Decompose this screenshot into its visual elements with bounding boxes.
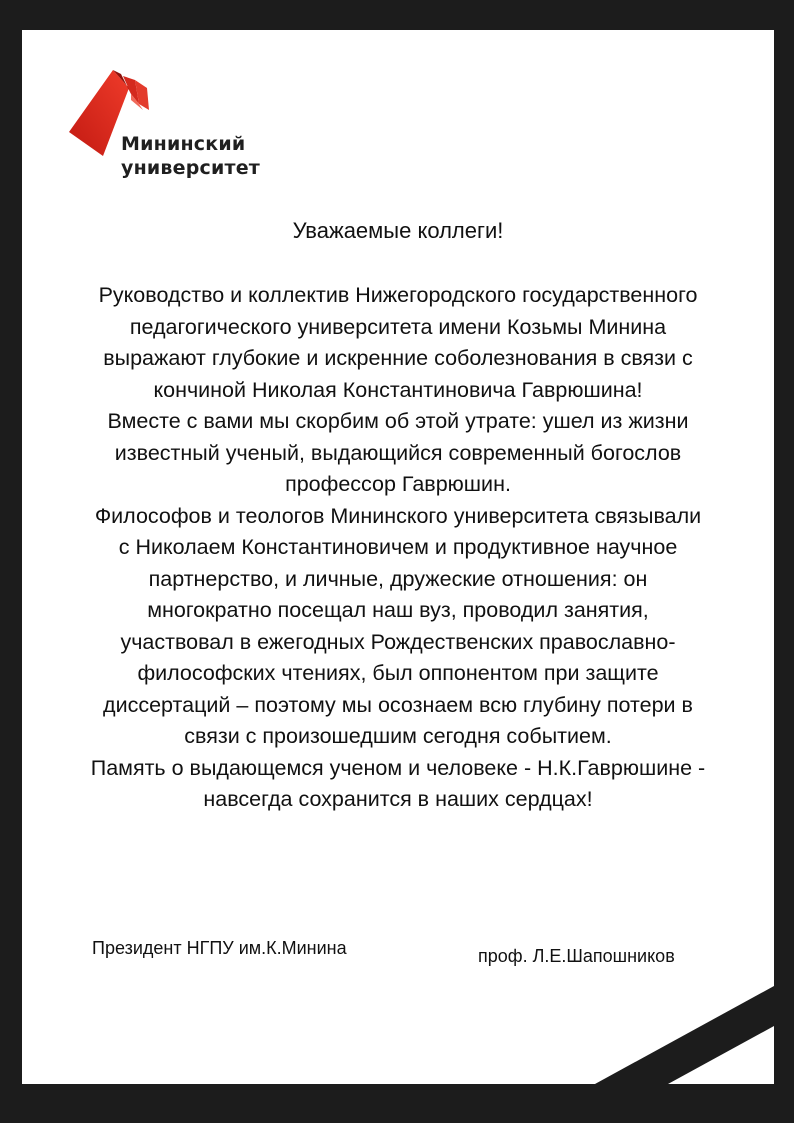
letter-body <box>36 280 760 816</box>
body-line: Философов и теологов Мининского университета связывали <box>94 503 702 528</box>
logo-line-1: Мининский <box>121 133 246 155</box>
body-line: кончиной Николая Константиновича Гаврюшина! <box>153 377 643 402</box>
signature-position: Президент НГПУ им.К.Минина <box>92 938 347 958</box>
letter-page <box>22 30 774 1084</box>
body-line: выражают глубокие и искренние соболезнования в связи с <box>103 346 693 370</box>
university-logo <box>69 70 279 190</box>
body-line: партнерство, и личные, дружеские отношения: он <box>148 566 648 591</box>
body-line: профессор Гаврюшин. <box>285 472 511 496</box>
body-line: с Николаем Константиновичем и продуктивное научное <box>118 535 678 559</box>
body-line: навсегда сохранится в наших сердцах! <box>203 787 593 811</box>
body-line: философских чтениях, был оппонентом при защите <box>137 661 659 685</box>
body-line: связи с произошедшим сегодня событием. <box>184 724 612 748</box>
body-line: диссертаций – поэтому мы осознаем всю глубину потери в <box>103 692 693 717</box>
body-line: известный ученый, выдающийся современный богослов <box>114 440 682 465</box>
logo-wordmark <box>121 132 260 180</box>
body-line: Память о выдающемся ученом и человеке - Н.К.Гаврюшине - <box>90 755 706 780</box>
body-line: Вместе с вами мы скорбим об этой утрате: ушел из жизни <box>107 409 689 433</box>
body-line: многократно посещал наш вуз, проводил занятия, <box>147 598 649 622</box>
signature-name: проф. Л.Е.Шапошников <box>478 946 675 966</box>
body-line: участвовал в ежегодных Рождественских православно- <box>120 629 676 654</box>
salutation: Уважаемые коллеги! <box>292 218 504 243</box>
body-line: Руководство и коллектив Нижегородского государственного <box>98 283 698 307</box>
logo-line-2: университет <box>121 157 261 179</box>
body-line: педагогического университета имени Козьмы Минина <box>129 314 667 339</box>
